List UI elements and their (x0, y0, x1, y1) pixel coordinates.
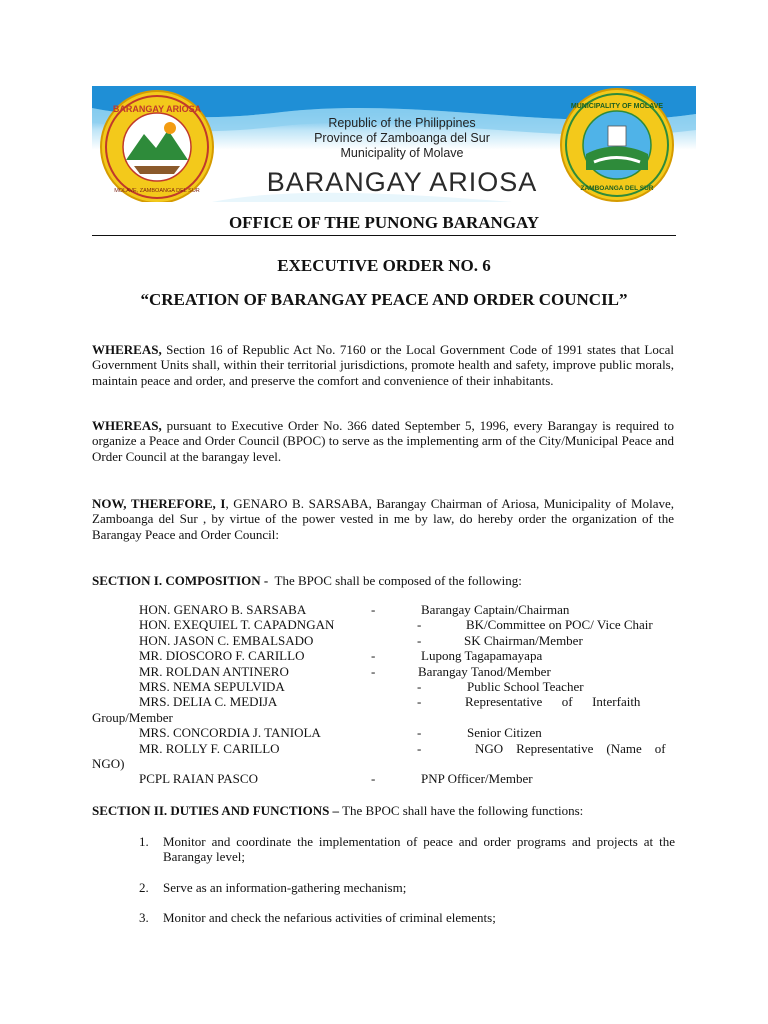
whereas-2-text: pursuant to Executive Order No. 366 dated September 5, 1996, every Barangay is required to organize a Peace and Order Council (BPOC) to serve as the implementing arm of the City/Municipal Peace and Order Council at the barangay level. (92, 418, 674, 464)
member-dash: - (417, 740, 422, 756)
executive-order-number: EXECUTIVE ORDER NO. 6 (277, 256, 491, 275)
now-therefore-text: , GENARO B. SARSABA, Barangay Chairman of Ariosa, Municipality of Molave, Zamboanga del Sur , by virtue of the power vested in me by law, do hereby order the organization of the Barangay Peace and Order Council: (92, 496, 674, 542)
title-divider (92, 235, 676, 236)
member-role: Representative of Interfaith (465, 694, 641, 710)
section-2-text: The BPOC shall have the following functions: (339, 803, 584, 818)
member-role: Barangay Captain/Chairman (421, 602, 570, 617)
member-row (92, 617, 676, 632)
office-title: OFFICE OF THE PUNONG BARANGAY (228, 213, 540, 232)
member-role-continued: Group/Member (92, 709, 173, 725)
whereas-1-lead: WHEREAS, (92, 342, 162, 357)
executive-order-title: “CREATION OF BARANGAY PEACE AND ORDER COUNCIL” (140, 290, 628, 309)
member-row (92, 694, 676, 725)
member-row (92, 664, 676, 679)
member-role: NGO Representative (Name of (475, 740, 666, 756)
member-row (92, 633, 676, 648)
function-text: Serve as an information-gathering mechanism; (163, 880, 407, 895)
member-dash: - (417, 725, 422, 741)
now-therefore-lead: NOW, THEREFORE, I (92, 496, 226, 511)
section-2-heading: SECTION II. DUTIES AND FUNCTIONS – (92, 803, 340, 818)
section-1-text: The BPOC shall be composed of the following: (268, 573, 522, 588)
barangay-seal-icon (104, 94, 210, 200)
member-dash: - (417, 694, 422, 710)
member-row (92, 771, 676, 786)
function-number: 3. (139, 910, 149, 925)
whereas-2-lead: WHEREAS, (92, 418, 162, 433)
member-row (92, 725, 676, 740)
member-name: PCPL RAIAN PASCO (139, 771, 258, 787)
function-item (139, 910, 676, 926)
member-row (92, 679, 676, 694)
letterhead-text (252, 116, 552, 197)
whereas-paragraph-2 (92, 418, 674, 464)
member-role: Public School Teacher (467, 678, 584, 694)
member-row (92, 602, 676, 617)
council-member-list (92, 602, 676, 787)
whereas-paragraph-1 (92, 342, 674, 388)
municipality-molave-seal (560, 88, 674, 202)
member-name: MR. ROLDAN ANTINERO (139, 663, 289, 679)
member-dash: - (417, 632, 422, 648)
member-name: MR. ROLLY F. CARILLO (139, 740, 280, 756)
section-1-heading-line (92, 573, 522, 589)
function-text: Monitor and coordinate the implementation of peace and order programs and projects at the Barangay level; (163, 834, 675, 865)
member-name: MR. DIOSCORO F. CARILLO (139, 648, 305, 664)
member-role: Barangay Tanod/Member (418, 663, 551, 679)
member-role: SK Chairman/Member (464, 632, 583, 648)
municipality-seal-icon (564, 92, 670, 198)
member-name: HON. GENARO B. SARSABA (139, 602, 307, 617)
member-dash: - (371, 602, 376, 617)
function-number: 1. (139, 834, 149, 849)
section-1-heading: SECTION I. COMPOSITION - (92, 573, 269, 588)
barangay-name: BARANGAY ARIOSA (266, 167, 538, 197)
barangay-ariosa-seal (100, 90, 214, 202)
right-seal-text: MUNICIPALITY OF MOLAVE (570, 103, 664, 110)
member-name: HON. EXEQUIEL T. CAPADNGAN (139, 617, 335, 633)
right-seal-subtext: ZAMBOANGA DEL SUR (580, 185, 654, 192)
municipality-line: Municipality of Molave (340, 146, 464, 160)
member-dash: - (371, 648, 376, 664)
function-text: Monitor and check the nefarious activities of criminal elements; (163, 910, 496, 925)
member-name: MRS. DELIA C. MEDIJA (139, 694, 278, 710)
member-role-continued: NGO) (92, 755, 125, 771)
function-item (139, 834, 676, 866)
section-2-heading-line (92, 803, 583, 819)
member-dash: - (371, 663, 376, 679)
member-row (92, 648, 676, 663)
province-line: Province of Zamboanga del Sur (314, 131, 490, 145)
function-item (139, 880, 676, 896)
now-therefore-paragraph (92, 496, 674, 542)
member-role: Lupong Tagapamayapa (421, 648, 543, 664)
member-dash: - (417, 617, 422, 633)
member-name: HON. JASON C. EMBALSADO (139, 632, 314, 648)
left-seal-subtext: MOLAVE, ZAMBOANGA DEL SUR (114, 188, 200, 194)
function-number: 2. (139, 880, 149, 895)
member-role: BK/Committee on POC/ Vice Chair (466, 617, 653, 633)
whereas-1-text: Section 16 of Republic Act No. 7160 or the Local Government Code of 1991 states that Local Government Units shall, within their territorial jurisdictions, promote health and safety, improve public morals, maintain peace and order, and preserve the comfort and convenience of their inhabitants. (92, 342, 674, 388)
member-name: MRS. NEMA SEPULVIDA (139, 678, 285, 694)
left-seal-text: BARANGAY ARIOSA (112, 104, 202, 114)
member-dash: - (371, 771, 376, 787)
member-role: Senior Citizen (467, 725, 542, 741)
member-dash: - (417, 678, 422, 694)
member-name: MRS. CONCORDIA J. TANIOLA (139, 725, 321, 741)
republic-line: Republic of the Philippines (328, 116, 476, 130)
member-role: PNP Officer/Member (421, 771, 533, 787)
member-row (92, 741, 676, 772)
letterhead-banner (92, 86, 696, 202)
